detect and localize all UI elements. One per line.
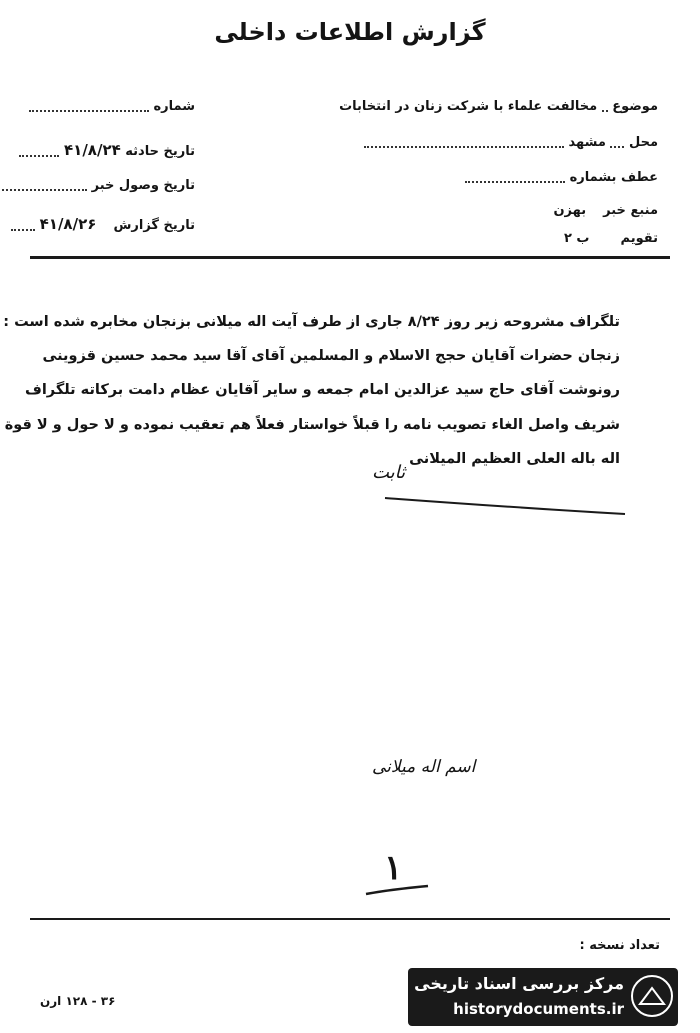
body-line-5: اله باله العلی العظیم الميلانی	[409, 451, 620, 467]
source-field	[553, 203, 658, 218]
report-date-value: ۴۱/۸/۲۶	[39, 215, 97, 233]
handwritten-page-mark: ۱	[384, 848, 403, 888]
number-label: شماره	[153, 99, 195, 114]
incident-date-label: تاریخ حادثه	[125, 144, 195, 159]
number-dots	[29, 102, 149, 112]
location-value: مشهد	[568, 135, 606, 150]
handwritten-initials: ثابت	[372, 462, 406, 483]
evaluation-field	[564, 231, 658, 246]
books-icon	[630, 974, 674, 1018]
footer-divider	[30, 918, 670, 920]
report-title: گزارش اطلاعات داخلی	[214, 18, 486, 46]
watermark-url: historydocuments.ir	[453, 1000, 624, 1018]
location-dots-a	[610, 138, 624, 148]
body-line-2: زنجان حضرات آقایان حجج الاسلام و المسلمین آقای آقا سید محمد حسین قزوینی	[42, 348, 620, 364]
signature-underline	[380, 488, 630, 518]
body-line-4: شریف واصل الغاء تصویب نامه را قبلاً خواستار فعلاً هم تعقیب نموده و لا حول و لا قوة	[4, 417, 620, 433]
reference-label: عطف بشماره	[569, 170, 658, 185]
copies-label: تعداد نسخه :	[579, 938, 660, 953]
subject-field	[339, 99, 658, 114]
page-mark-stroke	[362, 882, 432, 902]
location-dots-b	[364, 138, 564, 148]
header-divider	[30, 256, 670, 259]
handwritten-note: اسم اله میلانی	[372, 757, 476, 777]
subject-label: موضوع	[612, 99, 658, 114]
subject-dots	[602, 102, 608, 112]
watermark-name: مرکز بررسی اسناد تاریخی	[414, 974, 624, 993]
received-date-field	[0, 178, 195, 193]
subject-value: مخالفت علماء با شرکت زنان در انتخابات	[339, 99, 598, 114]
watermark-logo	[408, 968, 678, 1026]
received-date-dots	[0, 181, 87, 191]
number-field	[29, 99, 195, 114]
evaluation-value: ب ۲	[563, 231, 590, 246]
reference-field	[465, 170, 658, 185]
report-date-field	[11, 215, 195, 233]
source-value: بهزن	[553, 203, 587, 218]
incident-date-dots	[19, 147, 59, 157]
body-line-1: تلگراف مشروحه زیر روز ۸/۲۴ جاری از طرف آیت اله میلانی بزنجان مخابره شده است :	[3, 314, 620, 330]
incident-date-value: ۴۱/۸/۲۴	[64, 141, 121, 159]
copies-field	[580, 938, 660, 953]
report-date-dots	[11, 221, 35, 231]
form-code: ۳۶ - ۱۲۸ ارن	[40, 994, 116, 1008]
body-line-3: رونوشت آقای حاج سید عزالدین امام جمعه و سایر آقایان عظام دامت برکاته تلگراف	[24, 382, 620, 398]
received-date-label: تاریخ وصول خبر	[91, 178, 195, 193]
reference-dots	[465, 173, 565, 183]
location-label: محل	[628, 135, 658, 150]
source-label: منبع خبر	[603, 203, 658, 218]
report-date-label: تاریخ گزارش	[113, 218, 195, 233]
location-field	[364, 135, 658, 150]
incident-date-field	[19, 141, 195, 159]
evaluation-label: تقویم	[620, 231, 658, 246]
